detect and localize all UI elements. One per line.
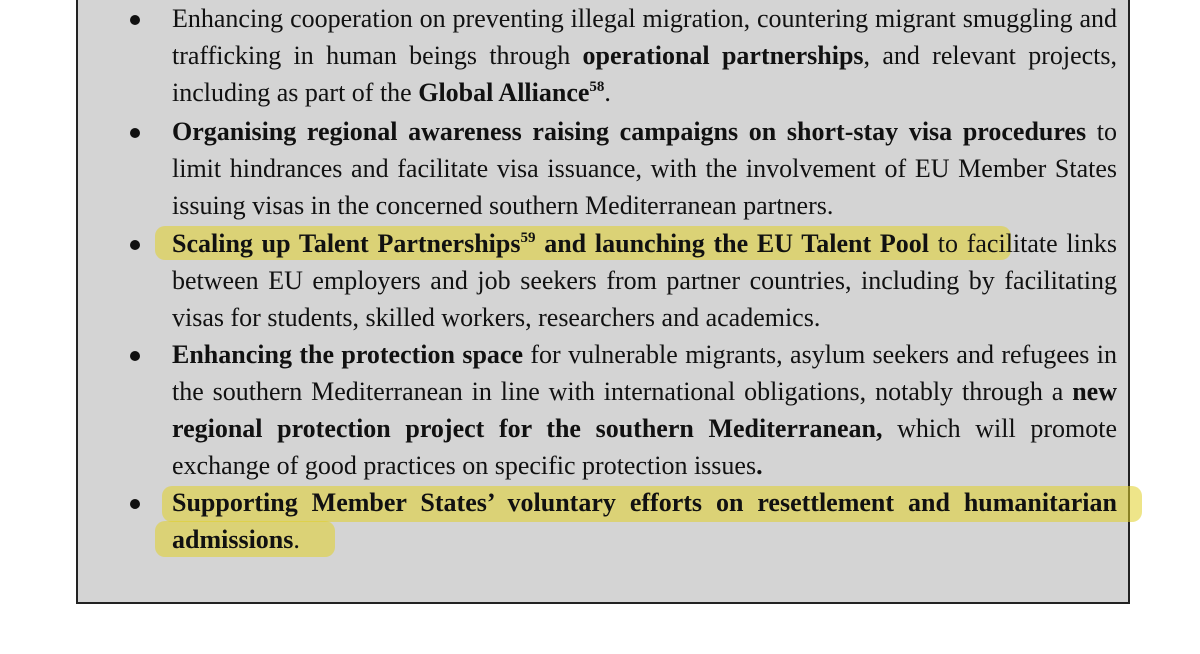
bullet-item-cooperation: [172, 0, 1117, 111]
bold-text: .: [756, 451, 763, 480]
text: for vulnerable migrants, asylum seekers and refugees in the southern Mediterranean in line with international obligations, notably through a: [172, 340, 1118, 406]
bold-text: Global Alliance: [418, 78, 590, 107]
text: .: [604, 78, 611, 107]
footnote-ref: 59: [520, 230, 536, 246]
bold-text: operational partnerships: [582, 41, 864, 70]
text: , and relevant projects, including as part of the: [172, 41, 1118, 107]
bullet-icon: [130, 499, 140, 509]
bold-text: Organising regional awareness raising campaigns on short-stay visa procedures: [172, 117, 1087, 146]
bold-text: Supporting Member States’ voluntary efforts on resettlement and humanitarian admissions: [172, 488, 1117, 554]
bold-text: and launching the EU Talent Pool: [535, 229, 929, 258]
bullet-icon: [130, 240, 140, 250]
bullet-item-resettlement: [172, 484, 1117, 558]
bold-text: new regional protection project for the southern Mediterranean,: [172, 377, 1117, 443]
text: .: [293, 525, 300, 554]
bullet-icon: [130, 351, 140, 361]
bold-text: Scaling up Talent Partnerships: [172, 229, 521, 258]
bullet-icon: [130, 15, 140, 25]
bullet-icon: [130, 128, 140, 138]
bold-text: Enhancing the protection space: [172, 340, 524, 369]
text: to limit hindrances and facilitate visa issuance, with the involvement of EU Member States issuing visas in the concerned southern Mediterranean partners.: [172, 117, 1117, 220]
bullet-item-protection-space: [172, 336, 1117, 484]
footnote-ref: 58: [589, 79, 605, 95]
bullet-item-awareness-campaigns: [172, 113, 1117, 224]
text: to facilitate links between EU employers and job seekers from partner countries, including by facilitating visas for students, skilled workers, researchers and academics.: [172, 229, 1117, 332]
text: which will promote exchange of good practices on specific protection issues: [172, 414, 1117, 480]
bullet-item-talent-partnerships: [172, 225, 1117, 336]
text: Enhancing cooperation on preventing illegal migration, countering migrant smuggling and trafficking in human beings through: [172, 4, 1117, 70]
